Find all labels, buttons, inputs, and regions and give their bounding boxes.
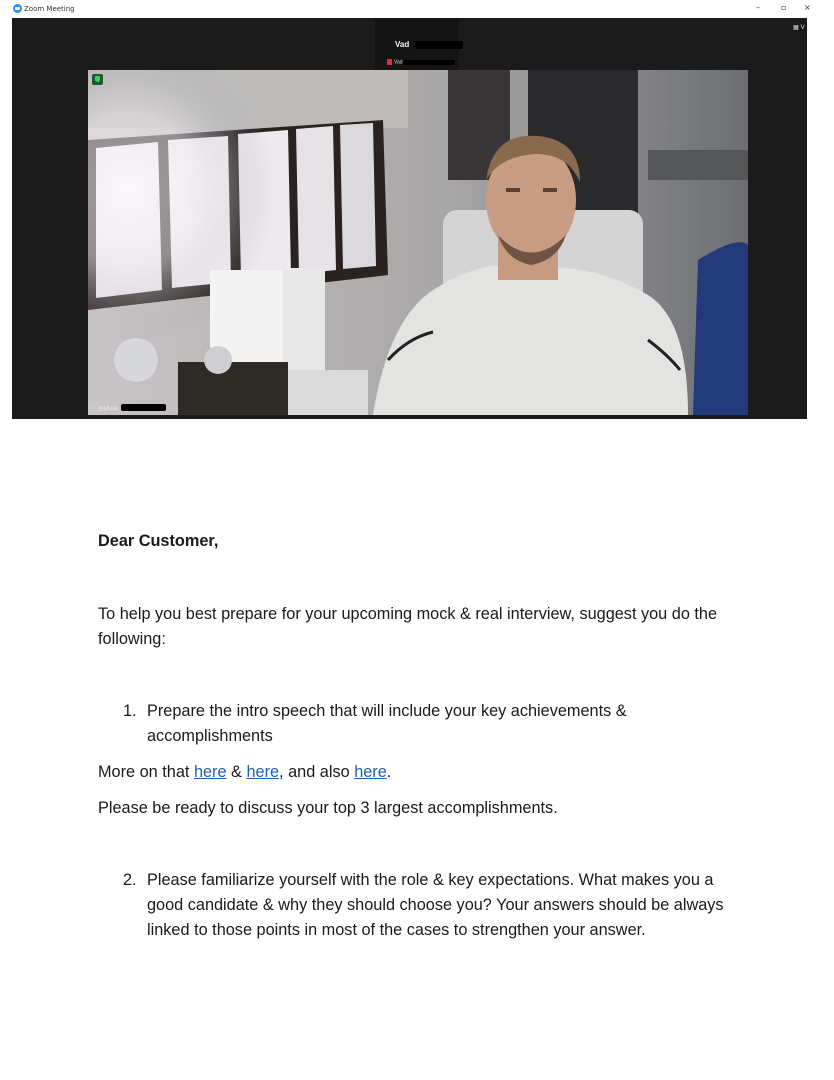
active-speaker-sub [387, 59, 403, 65]
window-title: Zoom Meeting [24, 5, 75, 13]
here-link-3[interactable]: here [354, 763, 387, 781]
connection-signal-icon [89, 405, 96, 410]
video-frame [88, 70, 748, 415]
here-link-1[interactable]: here [193, 763, 227, 781]
redaction-bar [121, 404, 166, 411]
minimize-button[interactable]: – [756, 3, 760, 12]
ampersand: & [226, 763, 247, 781]
zoom-logo-icon [13, 4, 22, 13]
participant-name: Joshua [98, 405, 118, 412]
and-also: , and also [279, 763, 355, 781]
encryption-shield-icon[interactable] [92, 74, 103, 85]
mic-muted-icon [387, 59, 392, 65]
redaction-bar [403, 60, 455, 65]
participant-name-label [89, 405, 118, 412]
maximize-button[interactable]: ▫ [781, 3, 787, 12]
greeting: Dear Customer, [98, 532, 219, 550]
list-item-number: 1. [123, 702, 137, 720]
more-prefix: More on that [98, 763, 194, 781]
active-speaker-name: Vad [395, 40, 410, 49]
list-item-text: Prepare the intro speech that will include your key achievements & accomplishments [147, 702, 627, 745]
more-links-line [98, 760, 391, 785]
active-speaker-sub-label: Vad [394, 59, 403, 66]
view-button[interactable]: ▦ V [793, 24, 805, 31]
list-item-text: Please familiarize yourself with the role & key expectations. What makes you a good candidate & why they should choose you? Your answers should be always linked to those points in most of the cases to strengthen your answer. [147, 871, 724, 939]
here-link-2[interactable]: here [246, 763, 280, 781]
active-speaker-tile[interactable] [375, 18, 459, 70]
redaction-bar [415, 41, 463, 49]
ready-paragraph: Please be ready to discuss your top 3 largest accomplishments. [98, 799, 558, 817]
meeting-stage [12, 18, 807, 419]
list-item-number: 2. [123, 871, 137, 889]
participant-video[interactable] [88, 70, 748, 415]
zoom-titlebar [0, 0, 834, 18]
intro-paragraph: To help you best prepare for your upcoming mock & real interview, suggest you do the following: [98, 605, 718, 648]
close-button[interactable]: × [804, 3, 811, 12]
view-button-label: V [800, 24, 805, 31]
period: . [386, 763, 392, 781]
